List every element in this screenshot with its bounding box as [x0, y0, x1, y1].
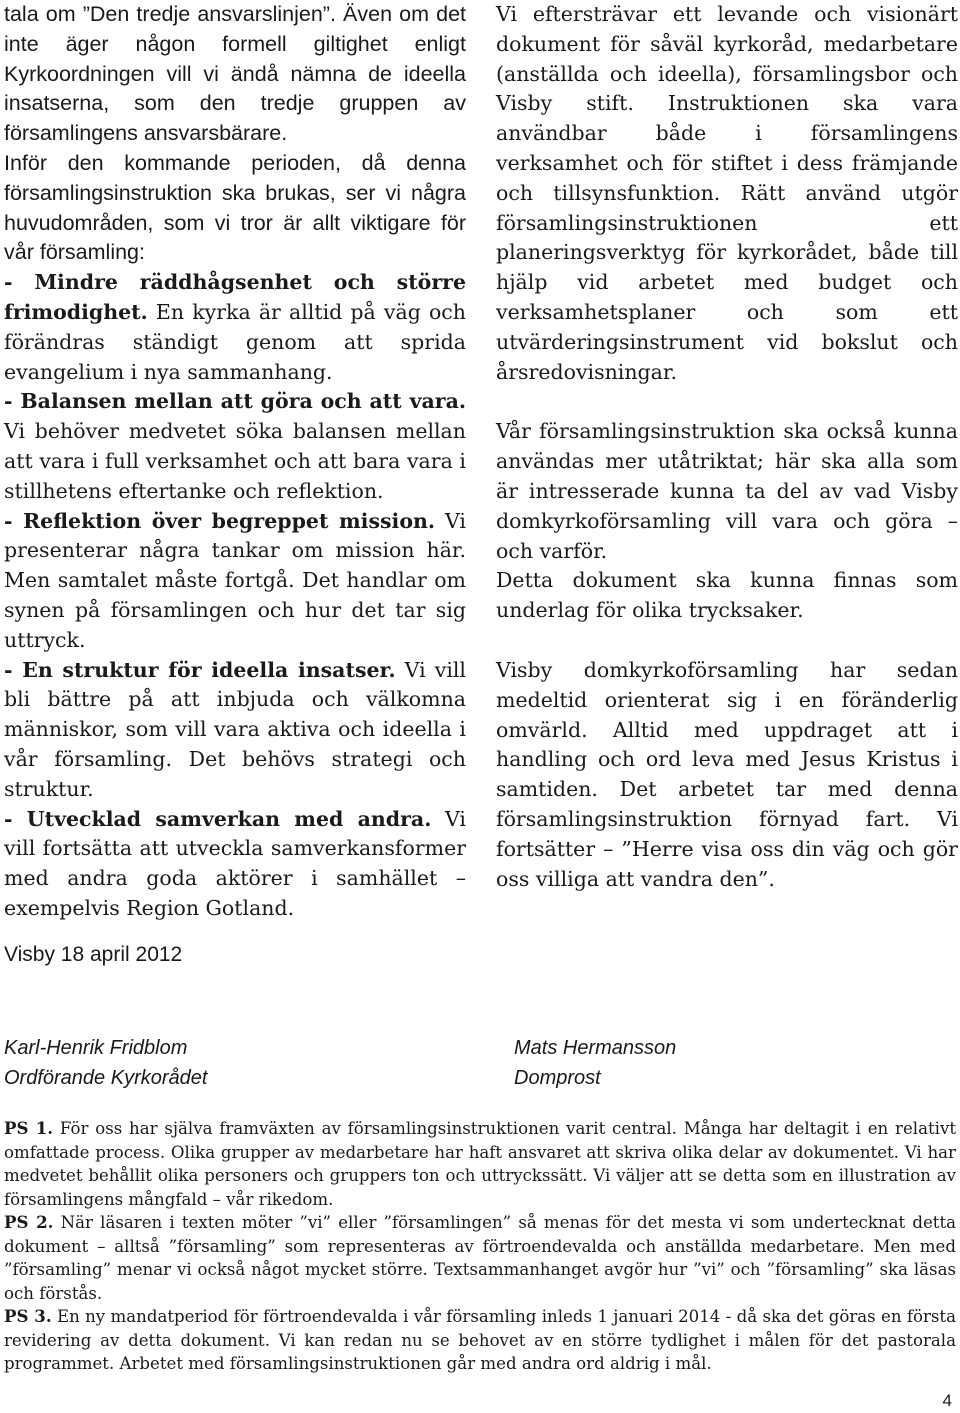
purpose-paragraph: Vi eftersträvar ett levande och visionärt dokument för såväl kyrkoråd, medarbetare (anställda och ideella), församlingsbor och Visby stift. Instruktionen ska vara användbar både i församlingens verksamhet och för stiftet i dess främjande och tillsynsfunktion. Rätt använd utgör församlingsinstruktionen ett planeringsverktyg för kyrkorådet, både till hjälp vid arbetet med budget och verksamhetsplaner och som ett utvärderingsinstrument vid bokslut och årsredovisningar. [496, 2, 958, 384]
print-paragraph: Detta dokument ska kunna finnas som underlag för olika trycksaker. [496, 568, 958, 623]
focus-item [4, 805, 466, 924]
signatory-name: Mats Hermansson [514, 1037, 677, 1059]
signature-block [4, 1033, 207, 1093]
postscript-label: PS 1. [4, 1118, 54, 1138]
postscript-label: PS 3. [4, 1306, 52, 1326]
signature-block [514, 1033, 676, 1093]
postscript-text: En ny mandatperiod för förtroendevalda i vår församling inleds 1 januari 2014 - då ska det göras en första revidering av detta dokument. Vi kan redan nu se behovet av en större tydlighet i målen för det pastorala programmet. Arbetet med församlingsinstruktionen går med andra ord aldrig i mål. [4, 1307, 956, 1373]
focus-item-heading: - Balansen mellan att göra och att vara. [4, 389, 466, 414]
signatory-name: Karl-Henrik Fridblom [4, 1037, 188, 1059]
focus-areas-intro: Inför den kommande perioden, då denna församlingsinstruktion ska brukas, ser vi några huvudområden, som vi tror är allt viktigare för vår församling: [4, 150, 466, 265]
focus-item-text: En kyrka är alltid på väg och förändras ständigt genom att sprida evangelium i nya sammanhang. [4, 299, 466, 384]
focus-item-heading: - Mindre räddhågsenhet och större frimodighet. [4, 270, 466, 324]
postscript [4, 1211, 956, 1305]
left-column [4, 0, 466, 924]
focus-item [4, 507, 466, 656]
postscript-text: När läsaren i texten möter ”vi” eller ”församlingen” så menas för det mesta vi som undertecknat detta dokument – alltså ”församling” som representeras av förtroendevalda och anställda medarbetare. Men med ”församling” menar vi också något mycket större. Textsammanhanget avgör hur ”vi” och ”församling” ska läsas och förstås. [4, 1213, 956, 1303]
paragraph-gap [496, 387, 958, 417]
paragraph-gap [496, 626, 958, 656]
focus-item-heading: - Utvecklad samverkan med andra. [4, 806, 432, 831]
history-paragraph: Visby domkyrkoförsamling har sedan medeltid orienterat sig i en föränderlig omvärld. Alltid med uppdraget att i handling och ord leva med Jesus Kristus i samtiden. Det arbetet tar med denna församlingsinstruktion förnyad fart. Vi fortsätter – ”Herre visa oss din väg och gör oss villiga att vandra den”. [496, 657, 958, 891]
focus-item [4, 387, 466, 506]
postscript [4, 1117, 956, 1211]
right-column [496, 0, 958, 894]
signatory-title: Domprost [514, 1067, 601, 1089]
page-number: 4 [942, 1391, 952, 1410]
focus-item-text: Vi vill bli bättre på att inbjuda och välkomna människor, som vill vara aktiva och ideella i vår församling. Det behövs strategi och struktur. [4, 657, 466, 801]
document-date: Visby 18 april 2012 [4, 943, 183, 966]
signatory-title: Ordförande Kyrkorådet [4, 1067, 208, 1089]
postscript-label: PS 2. [4, 1212, 54, 1232]
focus-item-heading: - Reflektion över begreppet mission. [4, 508, 436, 533]
postscript [4, 1305, 956, 1376]
focus-item-text: Vi presenterar några tankar om mission här. Men samtalet måste fortgå. Det handlar om synen på församlingen och hur det tar sig uttryck. [4, 508, 466, 652]
focus-item [4, 656, 466, 805]
focus-item-heading: - En struktur för ideella insatser. [4, 657, 396, 682]
focus-item-text: Vi vill fortsätta att utveckla samverkansformer med andra goda aktörer i samhället – exempelvis Region Gotland. [4, 806, 466, 920]
postscript-text: För oss har själva framväxten av församlingsinstruktionen varit central. Många har deltagit i en relativt omfattade process. Olika grupper av medarbetare har haft ansvaret att skriva olika delar av dokumentet. Vi har medvetet behållit olika personers och gruppers ton och uttryckssätt. Vi väljer att se detta som en illustration av församlingens mångfald – vår rikedom. [4, 1119, 957, 1209]
intro-paragraph: tala om ”Den tredje ansvarslinjen”. Även om det inte äger någon formell giltighet enligt Kyrkoordningen vill vi ändå nämna de ideella insatserna, som den tredje gruppen av församlingens ansvarsbärare. [4, 2, 466, 146]
focus-item [4, 268, 466, 387]
focus-item-text: Vi behöver medvetet söka balansen mellan att vara i full verksamhet och att bara vara i stillhetens eftertanke och reflektion. [4, 419, 466, 503]
outreach-paragraph: Vår församlingsinstruktion ska också kunna användas mer utåtriktat; här ska alla som är intresserade kunna ta del av vad Visby domkyrkoförsamling vill vara och göra – och varför. [496, 419, 958, 563]
postscript-section [4, 1117, 956, 1376]
